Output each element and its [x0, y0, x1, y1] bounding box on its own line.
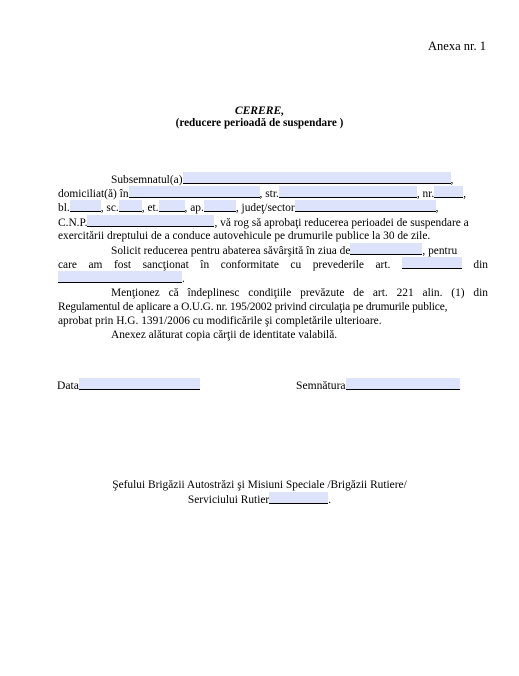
line-domiciliu	[58, 186, 488, 200]
signature-field[interactable]	[346, 378, 460, 390]
request-text: , vă rog să aprobaţi reducerea perioadei de suspendare a	[214, 216, 469, 229]
name-field[interactable]	[183, 172, 451, 184]
apartment-field[interactable]	[204, 200, 236, 212]
anexez-text: Anexez alăturat copia cărţii de identitate valabilă.	[111, 329, 338, 342]
line-sanctionat	[58, 257, 488, 271]
mention-text-3: aprobat prin H.G. 1391/2006 cu modificările şi completările ulterioare.	[58, 314, 382, 327]
staircase-field[interactable]	[119, 200, 142, 212]
label-period: .	[182, 273, 185, 286]
form-body	[58, 172, 488, 342]
label-ap: , ap.	[184, 202, 204, 215]
form-subtitle: (reducere perioadă de suspendare )	[175, 117, 344, 129]
mention-text-1: Menţionez că îndeplinesc condiţiile prevăzute de art. 221 alin. (1) din	[111, 286, 488, 299]
label-pentru: , pentru	[422, 244, 458, 257]
label-sc: , sc.	[100, 202, 119, 215]
solicit-text: Solicit reducerea pentru abaterea săvârşită în ziua de	[111, 244, 351, 257]
addressee-service-label: Serviciului Rutier	[187, 494, 270, 507]
form-title: CERERE,	[234, 104, 285, 117]
annex-number: Anexa nr. 1	[428, 39, 486, 53]
line-request-2	[58, 229, 488, 243]
label-comma: ,	[435, 202, 439, 215]
mention-text-2: Regulamentul de aplicare a O.U.G. nr. 195/2002 privind circulaţia pe drumurile publice,	[58, 300, 448, 313]
date-signature-block	[57, 378, 200, 392]
label-cnp: C.N.P.	[58, 216, 88, 229]
addressee-block	[0, 478, 519, 507]
label-subsemnatul: Subsemnatul(a)	[111, 174, 183, 186]
line-cnp	[58, 215, 488, 229]
date-field[interactable]	[79, 378, 200, 390]
label-comma: ,	[450, 174, 454, 186]
line-act	[58, 271, 488, 285]
line-adresa	[58, 200, 488, 214]
line-subsemnatul	[58, 172, 488, 186]
offense-date-field[interactable]	[350, 243, 422, 255]
label-domiciliat: domiciliat(ă) în	[58, 188, 129, 201]
street-field[interactable]	[279, 186, 417, 198]
label-din: din	[473, 259, 488, 272]
legal-act-field[interactable]	[58, 271, 182, 283]
signature-block	[296, 378, 460, 392]
addressee-line-1: Şefului Brigăzii Autostrăzi şi Misiuni Speciale /Brigăzii Rutiere/	[112, 479, 407, 491]
line-anexez	[58, 328, 488, 342]
label-et: , et.	[141, 202, 159, 215]
line-mention-1	[58, 286, 488, 300]
line-solicit	[58, 243, 488, 257]
label-judet: , judeţ/sector	[235, 202, 295, 215]
block-field[interactable]	[70, 200, 101, 212]
county-field[interactable]	[295, 200, 436, 212]
date-label: Data	[57, 379, 79, 392]
sanction-text: care am fost sancţionat în conformitate cu prevederile art.	[58, 259, 391, 272]
signature-label: Semnătura	[296, 379, 346, 392]
label-comma: ,	[463, 188, 467, 201]
request-text-2: exercitării dreptului de a conduce autovehicule pe drumurile publice la 30 de zile.	[58, 229, 431, 242]
locality-field[interactable]	[129, 186, 260, 198]
line-mention-2	[58, 300, 488, 314]
article-field[interactable]	[402, 257, 462, 269]
road-service-field[interactable]	[269, 492, 328, 504]
addressee-period: .	[328, 494, 332, 507]
label-str: , str.	[259, 188, 279, 201]
line-mention-3	[58, 314, 488, 328]
cnp-field[interactable]	[87, 215, 214, 227]
label-nr: , nr.	[416, 188, 435, 201]
addressee-line-2	[0, 492, 519, 507]
label-bl: bl.	[58, 202, 70, 215]
floor-field[interactable]	[159, 200, 185, 212]
number-field[interactable]	[434, 186, 463, 198]
